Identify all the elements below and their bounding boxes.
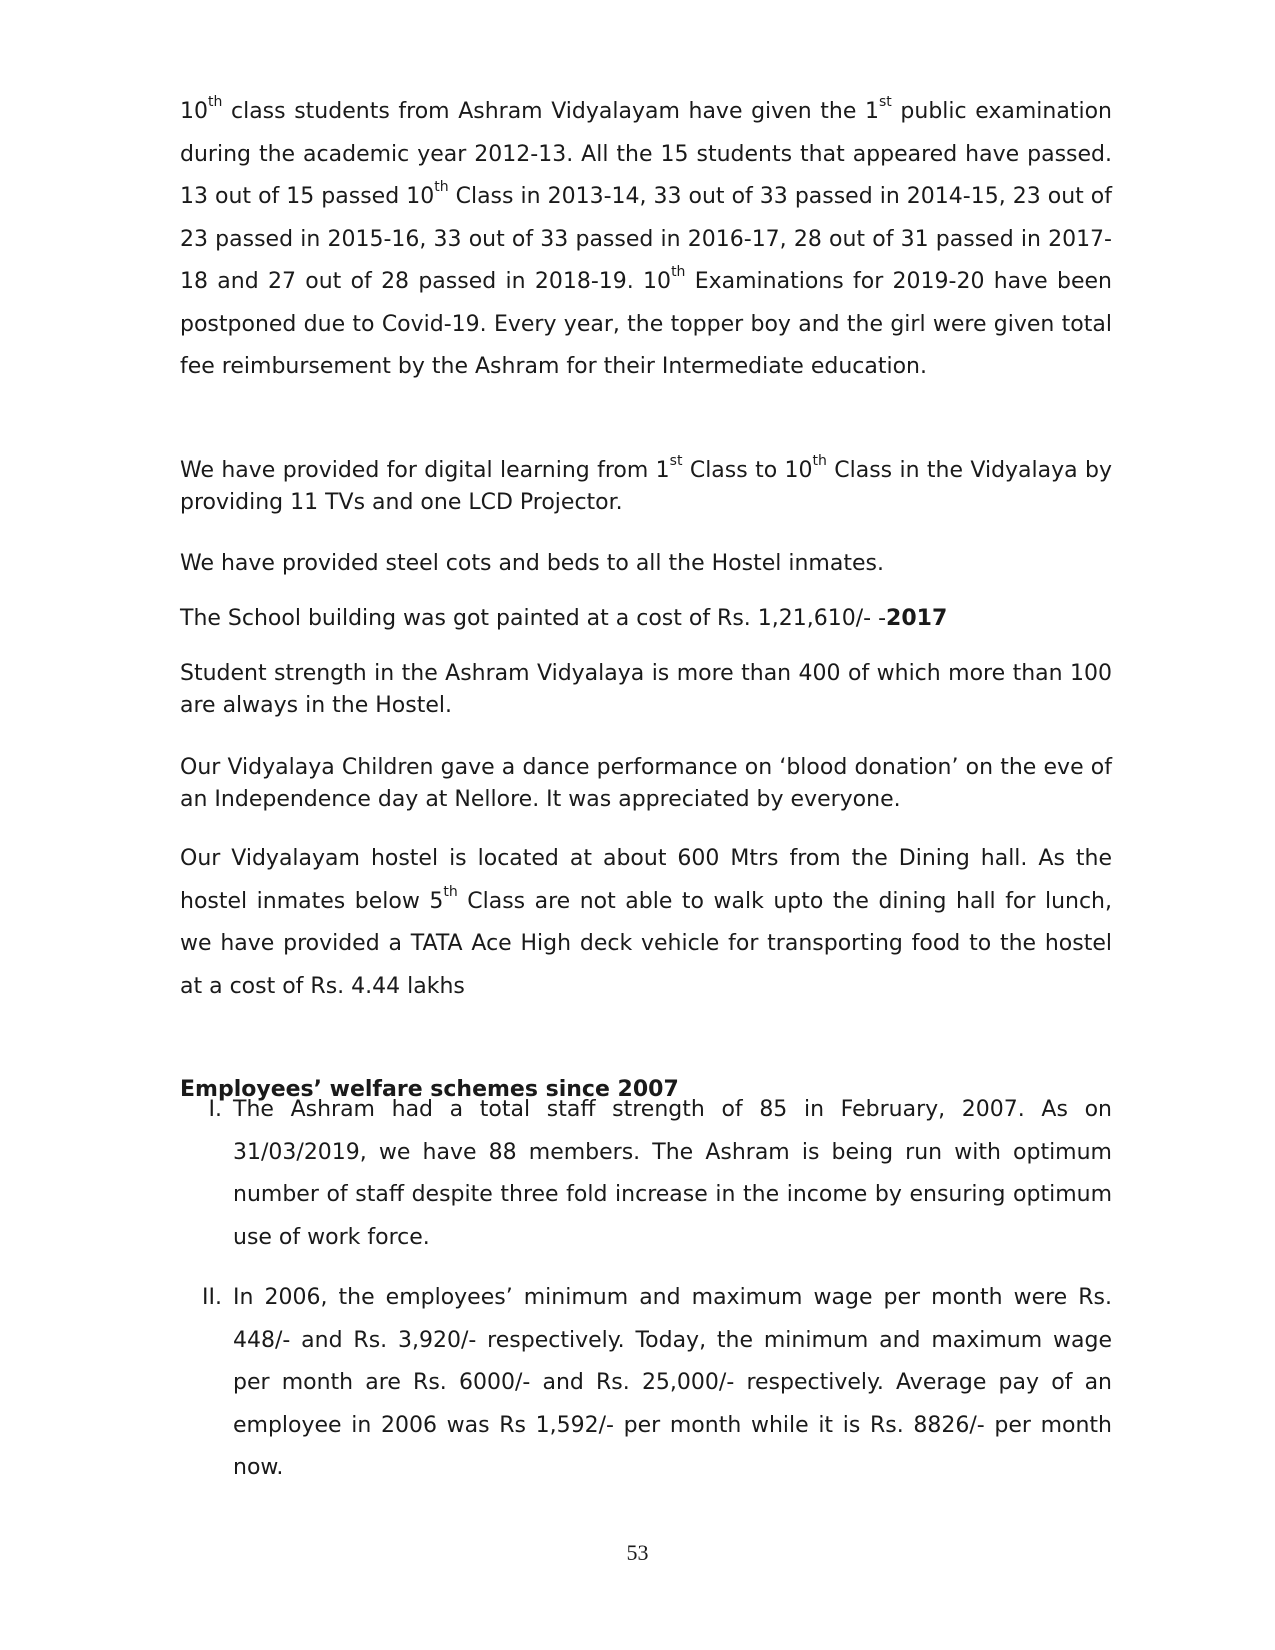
list-item-number: II.: [202, 1285, 222, 1310]
paragraph-student-strength: Student strength in the Ashram Vidyalaya is more than 400 of which more than 100 are always in the Hostel.: [180, 661, 1112, 718]
section-heading: Employees’ welfare schemes since 2007: [180, 1077, 679, 1102]
paragraph-tenth-class-results: 10th class students from Ashram Vidyalayam have given the 1st public examination during the academic year 2012-13. All the 15 students that appeared have passed. 13 out of 15 passed 10th Class in 2013-14, 33 out of 33 passed in 2014-15, 23 out of 23 passed in 2015-16, 33 out of 33 passed in 2016-17, 28 out of 31 passed in 2017-18 and 27 out of 28 passed in 2018-19. 10th Examinations for 2019-20 have been postponed due to Covid-19. Every year, the topper boy and the girl were given total fee reimbursement by the Ashram for their Intermediate education.: [180, 94, 1112, 379]
list-item-number: I.: [208, 1097, 222, 1122]
list-item-text: In 2006, the employees’ minimum and maximum wage per month were Rs. 448/- and Rs. 3,920/- respectively. Today, the minimum and maximum wage per month are Rs. 6000/- and Rs. 25,000/- respectively. Average pay of an employee in 2006 was Rs 1,592/- per month while it is Rs. 8826/- per month now.: [233, 1285, 1112, 1480]
paragraph-steel-cots: We have provided steel cots and beds to all the Hostel inmates.: [180, 551, 884, 576]
paragraph-digital-learning: We have provided for digital learning from 1st Class to 10th Class in the Vidyalaya by providing 11 TVs and one LCD Projector.: [180, 453, 1112, 515]
paragraph-hostel-vehicle: Our Vidyalayam hostel is located at about 600 Mtrs from the Dining hall. As the hostel inmates below 5th Class are not able to walk upto the dining hall for lunch, we have provided a TATA Ace High deck vehicle for transporting food to the hostel at a cost of Rs. 4.44 lakhs: [180, 846, 1112, 999]
page-number: 53: [626, 1540, 649, 1565]
list-item-text: The Ashram had a total staff strength of 85 in February, 2007. As on 31/03/2019, we have 88 members. The Ashram is being run with optimum number of staff despite three fold increase in the income by ensuring optimum use of work force.: [233, 1097, 1112, 1250]
paragraph-dance-performance: Our Vidyalaya Children gave a dance performance on ‘blood donation’ on the eve of an Independence day at Nellore. It was appreciated by everyone.: [180, 755, 1112, 812]
paragraph-school-painting: The School building was got painted at a cost of Rs. 1,21,610/- -2017: [180, 606, 948, 631]
